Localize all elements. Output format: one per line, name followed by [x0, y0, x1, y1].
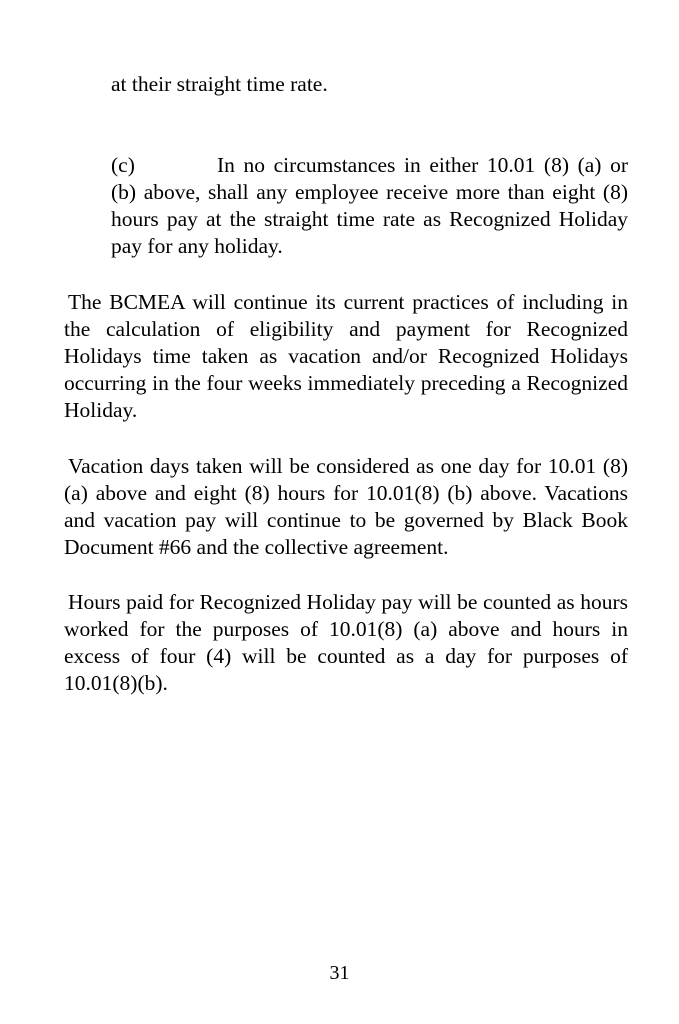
- clause-c: [111, 152, 628, 260]
- page-number: 31: [329, 962, 350, 984]
- clause-c-label: (c): [111, 153, 135, 177]
- paragraph-vacation-days: Vacation days taken will be considered as one day for 10.01 (8) (a) above and eight (8) hours for 10.01(8) (b) above. Vacations and vacation pay will continue to be governed by Black Book Document #66 and the collective agreement.: [64, 454, 628, 559]
- continuation-line: at their straight time rate.: [111, 72, 328, 96]
- clause-c-text: In no circumstances in either 10.01 (8) (a) or (b) above, shall any employee receive more than eight (8) hours pay at the straight time rate as Recognized Holiday pay for any holiday.: [111, 153, 628, 258]
- paragraph-bcmea-practices: The BCMEA will continue its current practices of including in the calculation of eligibility and payment for Recognized Holidays time taken as vacation and/or Recognized Holidays occurring in the four weeks immediately preceding a Recognized Holiday.: [64, 290, 628, 422]
- paragraph-hours-paid: Hours paid for Recognized Holiday pay will be counted as hours worked for the purposes of 10.01(8) (a) above and hours in excess of four (4) will be counted as a day for purposes of 10.01(8)(b).: [64, 590, 628, 695]
